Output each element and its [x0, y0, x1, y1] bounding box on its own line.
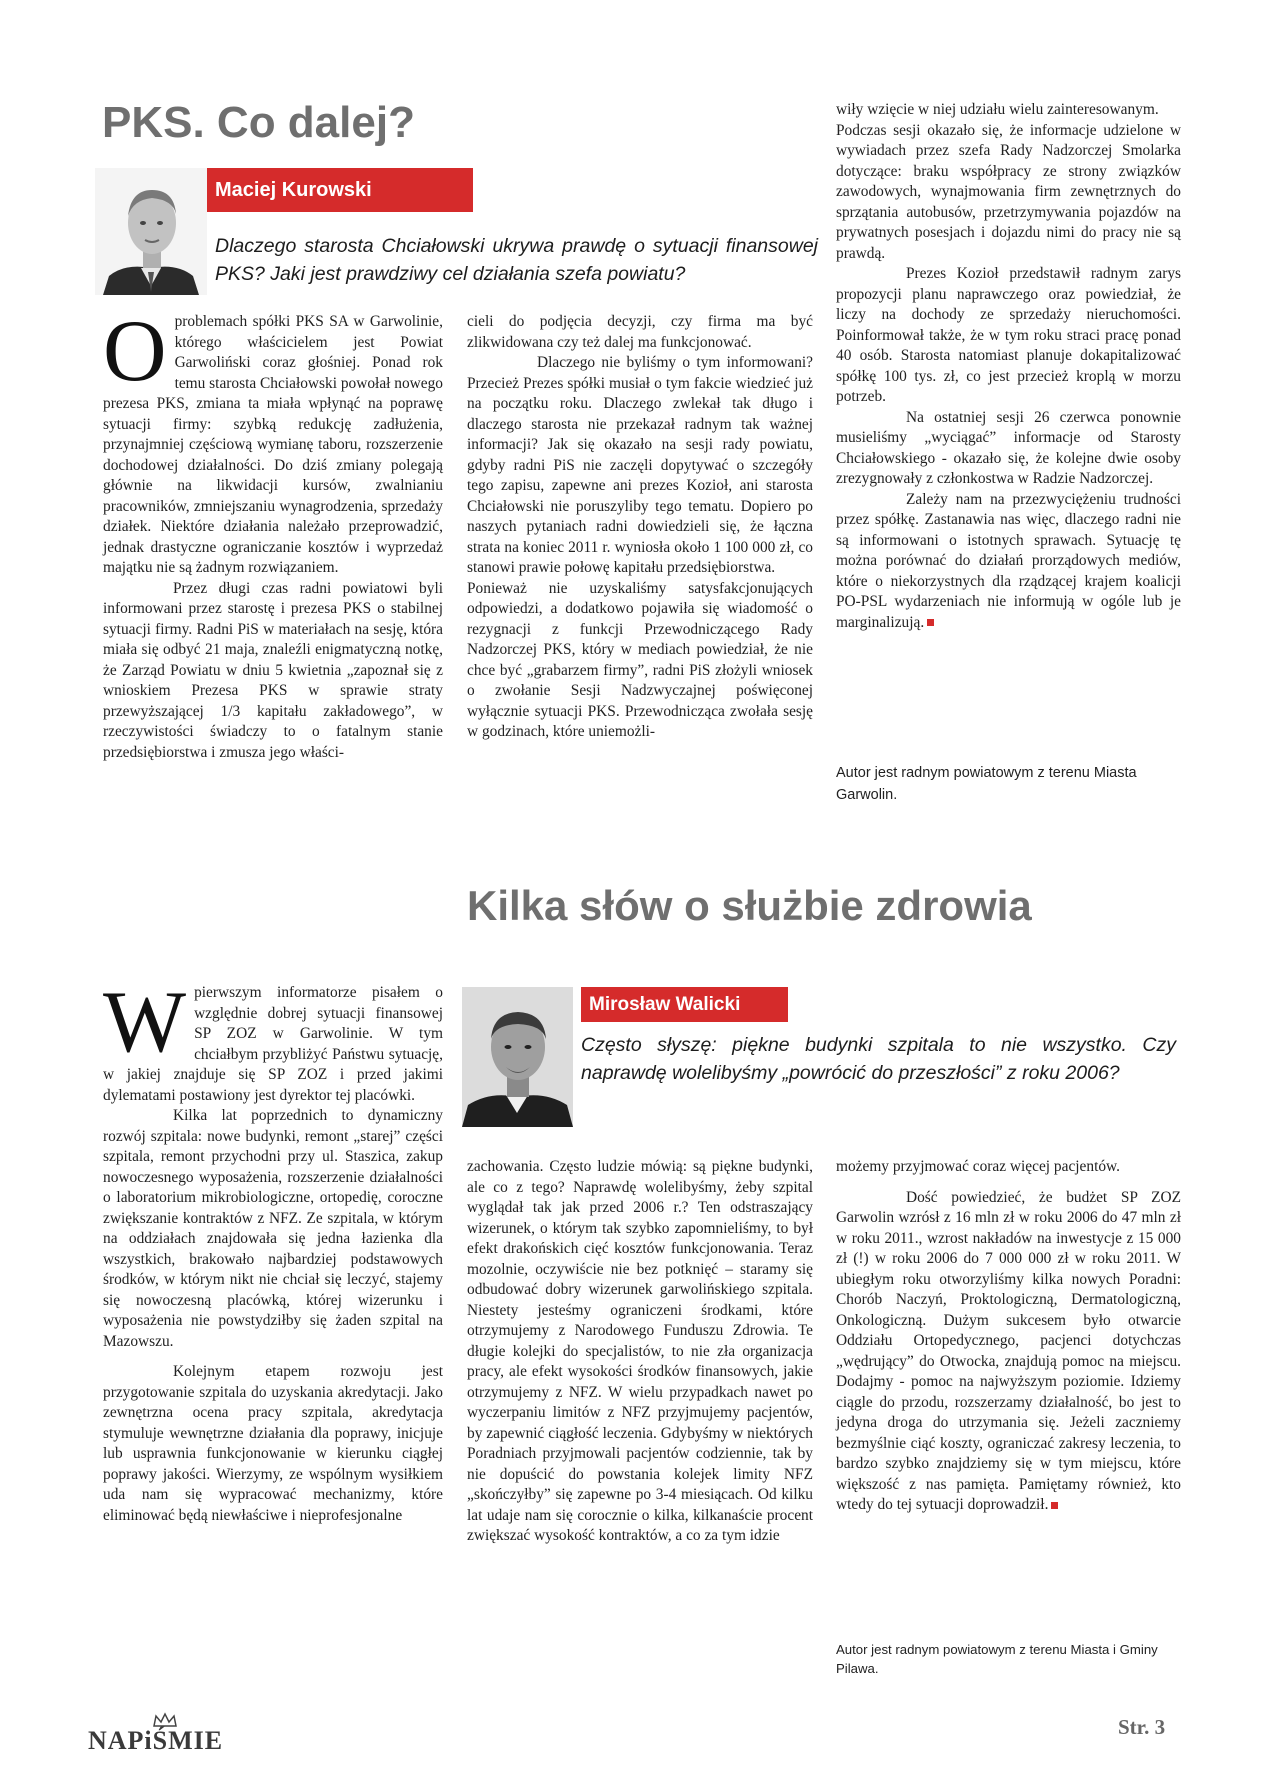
paragraph-text: Dość powiedzieć, że budżet SP ZOZ Garwolin wzrósł z 16 mln zł w roku 2006 do 47 mln zł w roku 2011., wzrost nakładów na inwestycje z 15 000 zł (!) w roku 2006 do 7 000 000 zł w roku 2011. W ubiegłym roku otworzyliśmy kilka nowych Poradni: Chorób Naczyń, Proktologiczną, Dermatologiczną, Onkologiczną. Dużym sukcesem było otwarcie Oddziału Ortopedycznego, pacjenci dotychczas „wędrujący” do Otwocka, znajdują pomoc na miejscu. Dodajmy - pomoc na najwyższym poziomie. Idziemy ciągle do przodu, rozszerzamy działalność, bo jest to jedyna droga do utrzymania się. Jeżeli zaczniemy bezmyślnie ciąć koszty, ograniczać zakresy leczenia, to bardzo szybko znajdziemy się w tym miejscu, które większość z nas pamięta. Pamiętamy również, kto wtedy do tej sytuacji doprowadził.	[836, 1188, 1181, 1513]
article2-lead: Często słyszę: piękne budynki szpitala to nie wszystko. Czy naprawdę wolelibyśmy „powrócić do przeszłości” z roku 2006?	[581, 1034, 1176, 1084]
article2-title: Kilka słów o służbie zdrowia	[467, 882, 1032, 929]
paragraph: Kolejnym etapem rozwoju jest przygotowanie szpitala do uzyskania akredytacji. Jako zewnętrzna ocena pracy szpitala, akredytacja stymuluje wewnętrzne działania dla poprawy, inicjuje lub usprawnia funkcjonowanie w kierunku ciągłej poprawy jakości. Wierzymy, ze wspólnym wysiłkiem uda nam się wypracować mechanizmy, które eliminować będą niewłaściwe i nieprofesjonalne	[103, 1363, 443, 1524]
paragraph: Prezes Kozioł przedstawił radnym zarys propozycji planu naprawczego oraz powiedział, że liczy na dochody ze sprzedaży nieruchomości. Poinformował także, że w tym roku straci pracę ponad 40 osób. Starosta natomiast planuje dokapitalizować spółkę 100 tys. zł, co jest przecież kroplą w morzu potrzeb.	[836, 265, 1181, 405]
paragraph: Na ostatniej sesji 26 czerwca ponownie musieliśmy „wyciągać” informacje od Starosty Chciałowskiego - okazało się, że kolejne dwie osoby zrezygnowały z członkostwa w Radzie Nadzorczej.	[836, 408, 1181, 487]
article1-author-note: Autor jest radnym powiatowym z terenu Miasta Garwolin.	[836, 765, 1137, 803]
paragraph-text: Zależy nam na przezwyciężeniu trudności przez spółkę. Zastanawia nas więc, dlaczego radni nie są informowani o istotnych sprawach. Sytuację tę można porównać do działań prorządowych mediów, które o niekorzystnych dla rządzącej krajem koalicji PO-PSL wydarzeniach nie informują w ogóle lub je marginalizują.	[836, 490, 1181, 631]
author-photo-walicki	[462, 987, 573, 1127]
author-photo-kurowski	[95, 168, 207, 295]
crown-icon	[152, 1712, 178, 1728]
paragraph: zachowania. Często ludzie mówią: są piękne budynki, ale co z tego? Naprawdę wolelibyśmy, żeby szpital wyglądał tak jak przed 2006 r.? Ten odstraszający wizerunek, o którym tak szybko zapomnieliśmy, to był efekt drakońskich cięć kosztów funkcjonowania. Teraz mozolnie, oczywiście nie bez potknięć – staramy się odbudować dobry wizerunek garwolińskiego szpitala. Niestety jesteśmy ograniczeni środkami, które otrzymujemy z Narodowego Funduszu Zdrowia. Te długie kolejki do specjalistów, to nie zła organizacja pracy, ale efekt wysokości środków finansowych, jakie otrzymujemy z NFZ. W wielu przypadkach nawet po wyczerpaniu limitów z NFZ przyjmujemy pacjentów, by zapewnić ciągłość leczenia. Gdybyśmy w niektórych Poradniach przyjmowali pacjentów codziennie, tak by nie dopuścić do powstania kolejek limity NFZ „skończyłby” się zapewne po 3-4 miesiącach. Od kilku lat udaje nam się corocznie o kilka, kilkanaście procent zwiększać wysokość kontraktów, a co za tym idzie	[467, 1158, 813, 1544]
paragraph: cieli do podjęcia decyzji, czy firma ma być zlikwidowana czy też dalej ma funkcjonować.	[467, 313, 813, 351]
paragraph: pierwszym informatorze pisałem o względnie dobrej sytuacji finansowej SP ZOZ w Garwolinie. W tym chciałbym przybliżyć Państwu sytuację, w jakiej znajduje się SP ZOZ i przed jakimi dylematami postawiony jest dyrektor tej placówki.	[103, 984, 443, 1104]
article2-column-3	[836, 1157, 1181, 1516]
paragraph: Ponieważ nie uzyskaliśmy satysfakcjonujących odpowiedzi, a dodatkowo pojawiła się wiadomość o rezygnacji z funkcji Przewodniczącego Rady Nadzorczej PKS, który w mediach powiedział, że nie chce być „grabarzem firmy”, radni PiS złożyli wniosek o zwołanie Sesji Nadzwyczajnej poświęconej wyłącznie sytuacji PKS. Przewodnicząca zwołała sesję w godzinach, które uniemożli-	[467, 579, 813, 740]
article2-column-1	[103, 974, 443, 1526]
paragraph	[836, 490, 1181, 634]
end-mark-icon	[1051, 1502, 1058, 1509]
author-name: Mirosław Walicki	[589, 994, 741, 1015]
paragraph: Przez długi czas radni powiatowi byli informowani przez starostę i prezesa PKS o stabilnej sytuacji firmy. Radni PiS w materiałach na sesję, która miała się odbyć 21 maja, znaleźli enigmatyczną notkę, że Zarząd Powiatu w dniu 5 kwietnia „zapoznał się z wnioskiem Prezesa PKS w sprawie straty przewyższającej 1/3 kapitału zakładowego”, w rzeczywistości świadczy to o fatalnym stanie przedsiębiorstwa i zmusza jego właści-	[103, 579, 443, 761]
dropcap: W	[103, 974, 187, 1071]
author-name: Maciej Kurowski	[215, 179, 372, 201]
article1-lead: Dlaczego starosta Chciałowski ukrywa prawdę o sytuacji finansowej PKS? Jaki jest prawdziwy cel działania szefa powiatu?	[215, 235, 818, 285]
article1-column-2	[467, 312, 813, 743]
publication-logo-text: NAPiŚMIE	[88, 1726, 224, 1755]
author-name-bar	[581, 987, 788, 1022]
paragraph: Podczas sesji okazało się, że informacje udzielone w wywiadach przez szefa Rady Nadzorczej Smolarka dotyczące: braku współpracy ze strony związków zawodowych, wynajmowania firm zewnętrznych do sprzątania autobusów, przetrzymywania pojazdów na prywatnych posesjach i dojazdu nimi do pracy nie są prawdą.	[836, 121, 1181, 262]
end-mark-icon	[927, 619, 934, 626]
article1-column-1	[103, 303, 443, 763]
article2-author-note: Autor jest radnym powiatowym z terenu Miasta i Gminy Pilawa.	[836, 1642, 1158, 1676]
publication-logo	[88, 1726, 223, 1756]
article2-column-2	[467, 1157, 813, 1547]
author-name-bar	[207, 168, 473, 212]
paragraph: problemach spółki PKS SA w Garwolinie, którego właścicielem jest Powiat Garwoliński coraz głośniej. Ponad rok temu starosta Chciałowski powołał nowego prezesa PKS, zmiana ta miała wpłynąć na poprawę sytuacji firmy: szybką redukcję zadłużenia, przynajmniej częściową wymianę taboru, rozszerzenie dochodowej działalności. Do dziś zmiany polegają głównie na likwidacji kursów, zwalnianiu pracowników, zmniejszaniu wynagrodzenia, sprzedaży działek. Niektóre działania należało przeprowadzić, jednak drastyczne ograniczanie kosztów i wyprzedaż majątku nie są żadnym rozwiązaniem.	[103, 313, 443, 576]
dropcap: O	[103, 303, 167, 400]
paragraph: możemy przyjmować coraz więcej pacjentów.	[836, 1158, 1121, 1175]
paragraph: Kilka lat poprzednich to dynamiczny rozwój szpitala: nowe budynki, remont „starej” części szpitala, remont przychodni przy ul. Staszica, zakup nowoczesnego wyposażenia, rozszerzenie działalności o laboratorium mikrobiologiczne, ortopedię, coroczne zwiększanie kontraktów z NFZ. Ze szpitala, w którym na oddziałach znajdowała się jedna łazienka dla wszystkich, brakowało najbardziej podstawowych środków, w którym nikt nie chciał się leczyć, stajemy się nowoczesną placówką, której wizerunku i wyposażenia nie powstydziłby się żaden szpital na Mazowszu.	[103, 1107, 443, 1350]
paragraph	[836, 1188, 1181, 1516]
paragraph: wiły wzięcie w niej udziału wielu zainteresowanym.	[836, 101, 1159, 118]
article1-title: PKS. Co dalej?	[102, 98, 415, 147]
page-number: Str. 3	[1118, 1715, 1166, 1739]
paragraph: Dlaczego nie byliśmy o tym informowani? Przecież Prezes spółki musiał o tym fakcie wiedzieć już na początku roku. Dlaczego zwlekał tak długo i dlaczego starosta nie przekazał radnym tak ważnej informacji? Jak się okazało na sesji rady powiatu, gdyby radni PiS nie zaczęli dopytywać o szczegóły tego zapisu, zapewne ani prezes Kozioł, ani starosta Chciałowski nie poruszyliby tego tematu. Dopiero po naszych pytaniach radni dowiedzieli się, że łączna strata na koniec 2011 r. wyniosła około 1 100 000 zł, co stanowi prawie połowę kapitału przedsiębiorstwa.	[467, 354, 813, 576]
article1-column-3	[836, 100, 1181, 633]
